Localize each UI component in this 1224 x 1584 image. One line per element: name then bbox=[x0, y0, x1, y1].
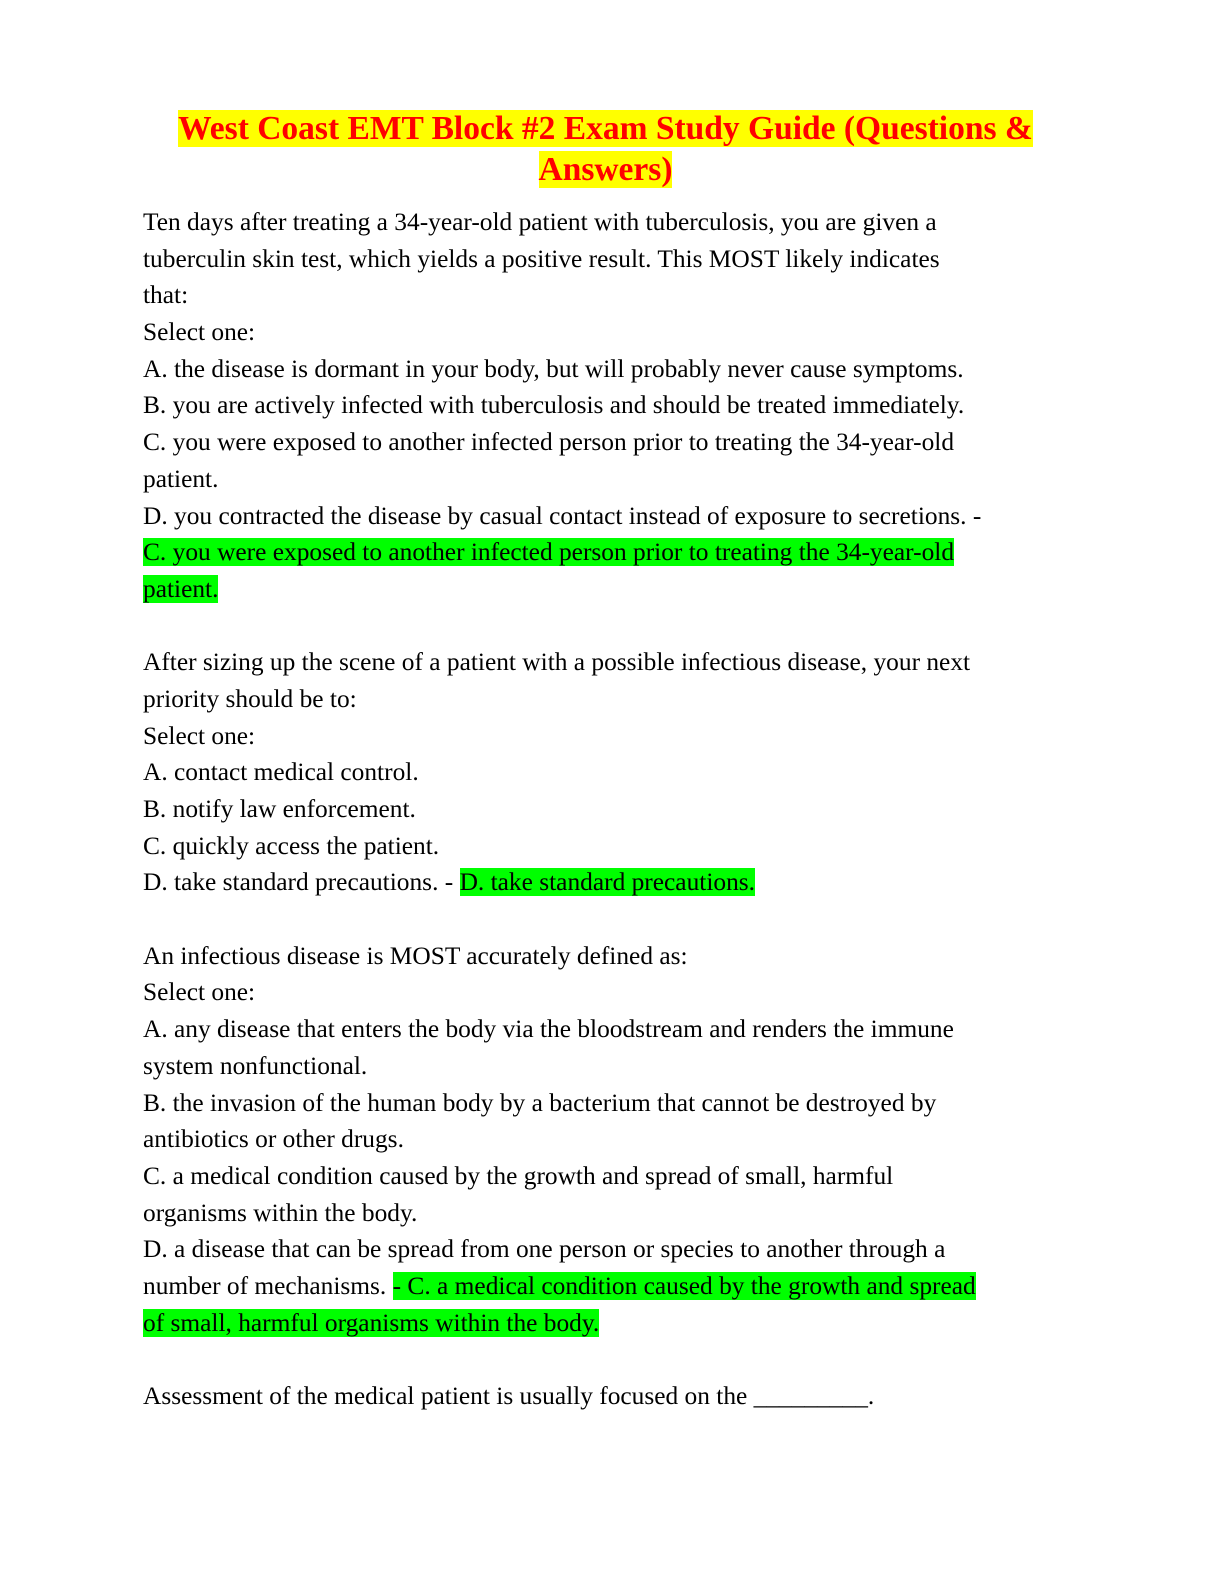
answer-highlight: - C. a medical condition caused by the growth and spread bbox=[392, 1271, 976, 1300]
document-page bbox=[143, 108, 1068, 1415]
question-2 bbox=[143, 644, 1068, 901]
question-text-line: Ten days after treating a 34-year-old patient with tuberculosis, you are given a bbox=[143, 208, 937, 236]
question-text-line: After sizing up the scene of a patient with a possible infectious disease, your next bbox=[143, 648, 971, 677]
option-a: A. any disease that enters the body via the bloodstream and renders the immune bbox=[143, 1015, 954, 1044]
question-4 bbox=[143, 1378, 1068, 1415]
option-a: A. the disease is dormant in your body, but will probably never cause symptoms. bbox=[143, 354, 964, 383]
question-3 bbox=[143, 938, 1068, 1342]
option-b-continuation: antibiotics or other drugs. bbox=[143, 1125, 404, 1154]
option-d: D. you contracted the disease by casual contact instead of exposure to secretions. - bbox=[143, 501, 982, 530]
question-1 bbox=[143, 204, 1068, 608]
answer-highlight: of small, harmful organisms within the body. bbox=[143, 1308, 600, 1337]
question-text-line: tuberculin skin test, which yields a positive result. This MOST likely indicates bbox=[143, 244, 940, 273]
answer-highlight: C. you were exposed to another infected person prior to treating the 34-year-old bbox=[143, 538, 955, 567]
answer-highlight: D. take standard precautions. bbox=[459, 868, 755, 897]
option-c-continuation: patient. bbox=[143, 464, 219, 493]
option-c: C. you were exposed to another infected person prior to treating the 34-year-old bbox=[143, 428, 955, 457]
option-a: A. contact medical control. bbox=[143, 758, 419, 787]
select-one-label: Select one: bbox=[143, 318, 256, 347]
option-c-continuation: organisms within the body. bbox=[143, 1198, 418, 1227]
option-d-with-answer bbox=[143, 864, 1068, 901]
spacer bbox=[143, 901, 1068, 938]
option-d: D. a disease that can be spread from one person or species to another through a bbox=[143, 1235, 946, 1264]
select-one-label: Select one: bbox=[143, 721, 256, 750]
question-text-line: An infectious disease is MOST accurately defined as: bbox=[143, 941, 688, 970]
option-d: D. take standard precautions. - bbox=[143, 868, 460, 897]
spacer bbox=[143, 608, 1068, 645]
option-d-continuation: number of mechanisms. bbox=[143, 1271, 393, 1300]
option-b: B. notify law enforcement. bbox=[143, 795, 416, 823]
answer-highlight: patient. bbox=[143, 574, 219, 603]
select-one-label: Select one: bbox=[143, 978, 256, 1007]
spacer bbox=[143, 1341, 1068, 1378]
option-c: C. a medical condition caused by the growth and spread of small, harmful bbox=[143, 1161, 894, 1190]
option-b: B. the invasion of the human body by a bacterium that cannot be destroyed by bbox=[143, 1088, 937, 1117]
option-a-continuation: system nonfunctional. bbox=[143, 1051, 368, 1080]
document-body bbox=[143, 204, 1068, 1415]
option-d-with-answer bbox=[143, 1268, 1068, 1305]
option-b: B. you are actively infected with tuberculosis and should be treated immediately. bbox=[143, 391, 965, 420]
title-line-1: West Coast EMT Block #2 Exam Study Guide (Questions & bbox=[178, 110, 1033, 147]
option-c: C. quickly access the patient. bbox=[143, 831, 440, 860]
document-title bbox=[143, 108, 1068, 190]
question-text-line: that: bbox=[143, 281, 189, 310]
question-text-line: priority should be to: bbox=[143, 684, 357, 713]
title-line-2: Answers) bbox=[538, 151, 673, 188]
question-text-line: Assessment of the medical patient is usually focused on the _________. bbox=[143, 1382, 875, 1410]
